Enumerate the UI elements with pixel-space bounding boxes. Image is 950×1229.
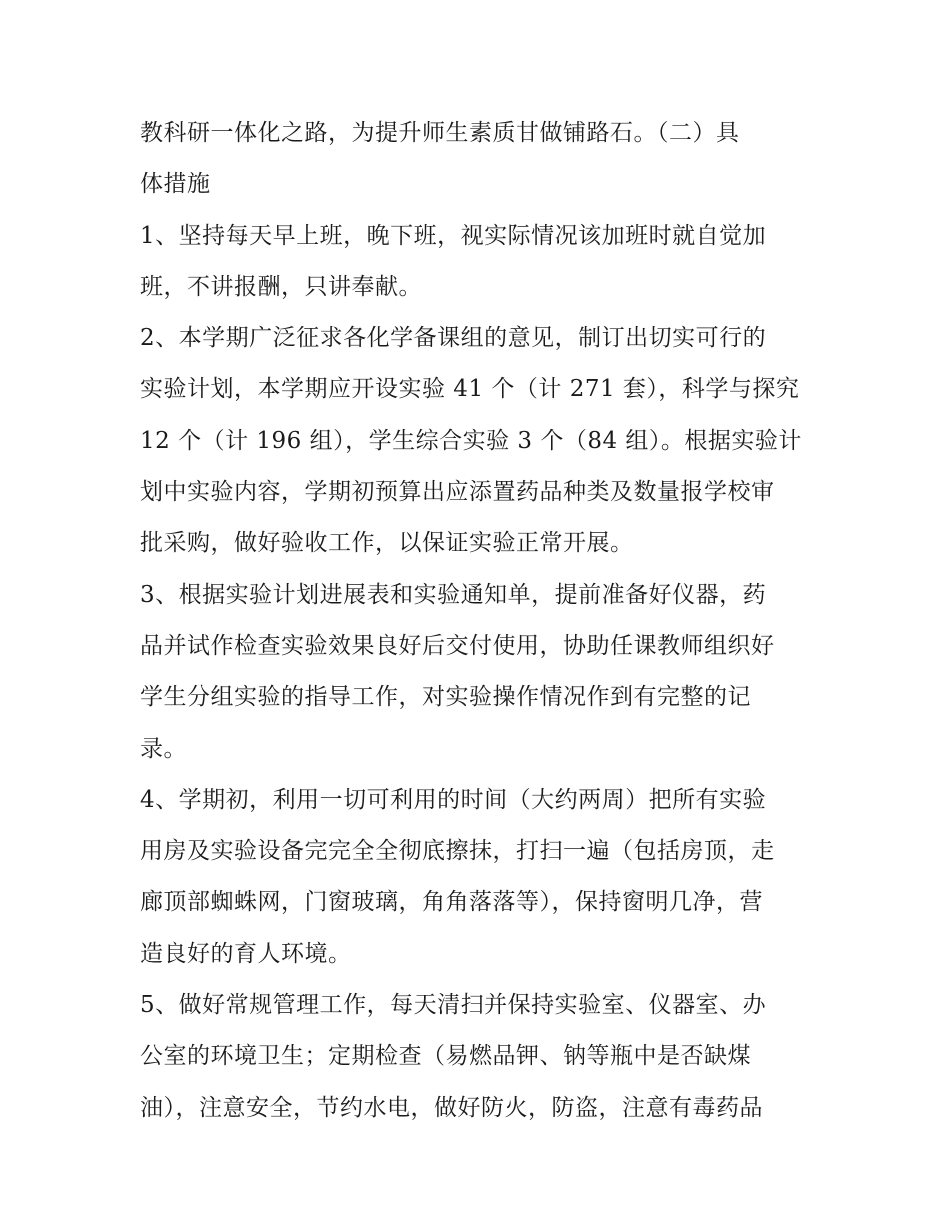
text-line: 实验计划，本学期应开设实验 41 个（计 271 套），科学与探究 <box>140 376 800 403</box>
text-line: 公室的环境卫生；定期检查（易燃品钾、钠等瓶中是否缺煤 <box>140 1043 751 1070</box>
text-line: 品并试作检查实验效果良好后交付使用，协助任课教师组织好 <box>140 632 775 659</box>
text-line: 廊顶部蜘蛛网，门窗玻璃，角角落落等），保持窗明几净，营 <box>140 889 763 916</box>
text-line: 批采购，做好验收工作，以保证实验正常开展。 <box>140 530 634 557</box>
text-line: 油），注意安全，节约水电，做好防火，防盗，注意有毒药品 <box>140 1094 763 1121</box>
document-body <box>140 108 820 1134</box>
text-line: 5、做好常规管理工作，每天清扫并保持实验室、仪器室、办 <box>140 992 767 1019</box>
text-line: 班，不讲报酬，只讲奉献。 <box>140 273 422 300</box>
text-line: 学生分组实验的指导工作，对实验操作情况作到有完整的记 <box>140 684 751 711</box>
text-line: 3、根据实验计划进展表和实验通知单，提前准备好仪器，药 <box>140 581 767 608</box>
text-line: 1、坚持每天早上班，晚下班，视实际情况该加班时就自觉加 <box>140 222 767 249</box>
text-line: 2、本学期广泛征求各化学备课组的意见，制订出切实可行的 <box>140 325 767 352</box>
text-line: 体措施 <box>140 171 211 198</box>
text-line: 12 个（计 196 组），学生综合实验 3 个（84 组）。根据实验计 <box>140 427 802 454</box>
text-line: 造良好的育人环境。 <box>140 940 352 967</box>
text-line: 用房及实验设备完完全全彻底擦抹，打扫一遍（包括房顶，走 <box>140 838 775 865</box>
text-line: 教科研一体化之路，为提升师生素质甘做铺路石。（二）具 <box>140 120 740 146</box>
text-line: 录。 <box>140 735 187 762</box>
text-line: 4、学期初，利用一切可利用的时间（大约两周）把所有实验 <box>140 786 767 813</box>
text-line: 划中实验内容，学期初预算出应添置药品种类及数量报学校审 <box>140 479 775 506</box>
